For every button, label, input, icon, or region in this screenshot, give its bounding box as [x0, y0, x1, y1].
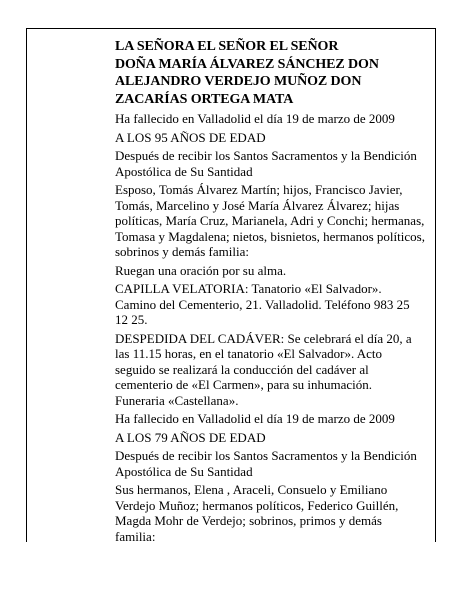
family-text: Esposo, Tomás Álvarez Martín; hijos, Francisco Javier, Tomás, Marcelino y José María Álvarez Álvarez; hijas políticas, María Cruz, Marianela, Adri y Conchi; hermanas, Tomasa y Magdalena; nietos, bisnietos, hermanos políticos, sobrinos y demás familia:	[115, 182, 425, 259]
family-text: Sus hermanos, Elena , Araceli, Consuelo y Emiliano Verdejo Muñoz; hermanos políticos, Federico Guillén, Magda Mohr de Verdejo; sobrinos, primos y demás familia:	[115, 482, 399, 544]
heading-line: DOÑA MARÍA ÁLVAREZ SÁNCHEZ DON	[115, 56, 379, 72]
death-notice: Ha fallecido en Valladolid el día 19 de marzo de 2009	[115, 111, 395, 126]
sacraments-text: Después de recibir los Santos Sacramentos y la Bendición Apostólica de Su Santidad	[115, 448, 417, 479]
heading-line: ALEJANDRO VERDEJO MUÑOZ DON	[115, 74, 362, 89]
sacraments-text: Después de recibir los Santos Sacramentos y la Bendición Apostólica de Su Santidad	[115, 148, 417, 179]
age-line: A LOS 95 AÑOS DE EDAD	[115, 129, 266, 145]
heading-line: LA SEÑORA EL SEÑOR EL SEÑOR	[115, 39, 339, 54]
farewell-info: DESPEDIDA DEL CADÁVER: Se celebrará el día 20, a las 11.15 horas, en el tanatorio «El Salvador». Acto seguido se realizará la conducción del cadáver al cementerio de «El Carmen», para su inhumación. Funeraria «Castellana».	[115, 330, 412, 408]
age-line: A LOS 79 AÑOS DE EDAD	[115, 429, 266, 445]
heading-line: ZACARÍAS ORTEGA MATA	[115, 91, 294, 107]
chapel-info: CAPILLA VELATORIA: Tanatorio «El Salvador». Camino del Cementerio, 21. Valladolid. Teléfono 983 25 12 25.	[115, 281, 410, 327]
death-notice: Ha fallecido en Valladolid el día 19 de marzo de 2009	[115, 411, 395, 426]
obituary-content	[115, 38, 425, 547]
prayer-text: Ruegan una oración por su alma.	[115, 262, 287, 278]
